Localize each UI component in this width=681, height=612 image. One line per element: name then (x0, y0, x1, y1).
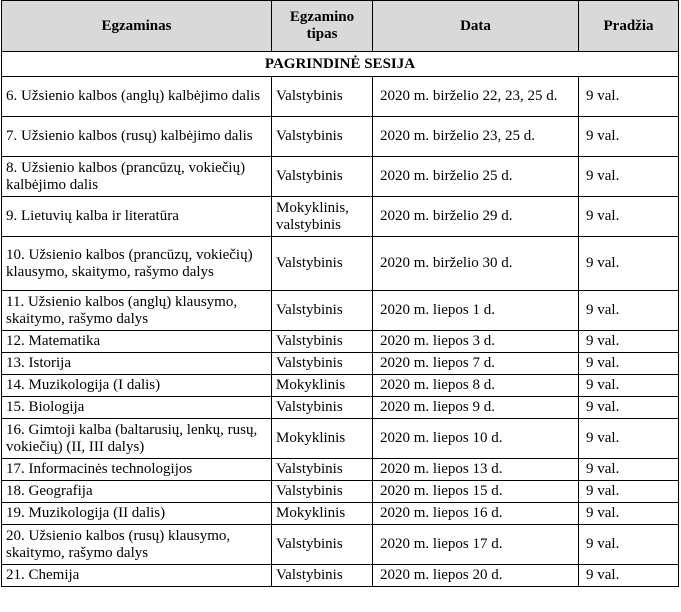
cell-start: 9 val. (579, 157, 679, 197)
cell-exam: 7. Užsienio kalbos (rusų) kalbėjimo dalis (2, 117, 272, 157)
cell-exam: 12. Matematika (2, 331, 272, 353)
cell-start: 9 val. (579, 419, 679, 459)
cell-exam-type: Valstybinis (272, 117, 373, 157)
cell-exam-type: Valstybinis (272, 157, 373, 197)
cell-date: 2020 m. liepos 17 d. (373, 525, 579, 565)
cell-date: 2020 m. liepos 16 d. (373, 503, 579, 525)
cell-date: 2020 m. liepos 13 d. (373, 459, 579, 481)
cell-exam-type: Valstybinis (272, 459, 373, 481)
cell-date: 2020 m. birželio 22, 23, 25 d. (373, 77, 579, 117)
header-row (2, 1, 679, 52)
cell-start: 9 val. (579, 525, 679, 565)
session-title: PAGRINDINĖ SESIJA (2, 52, 679, 77)
cell-date: 2020 m. liepos 15 d. (373, 481, 579, 503)
cell-date: 2020 m. liepos 20 d. (373, 565, 579, 587)
table-row (2, 565, 679, 587)
cell-start: 9 val. (579, 565, 679, 587)
cell-date: 2020 m. birželio 23, 25 d. (373, 117, 579, 157)
cell-exam: 18. Geografija (2, 481, 272, 503)
table-row (2, 157, 679, 197)
cell-exam: 17. Informacinės technologijos (2, 459, 272, 481)
cell-exam: 8. Užsienio kalbos (prancūzų, vokiečių) kalbėjimo dalis (2, 157, 272, 197)
cell-start: 9 val. (579, 197, 679, 237)
cell-exam-type: Mokyklinis, valstybinis (272, 197, 373, 237)
cell-exam: 10. Užsienio kalbos (prancūzų, vokiečių) klausymo, skaitymo, rašymo dalys (2, 237, 272, 291)
cell-exam-type: Valstybinis (272, 565, 373, 587)
cell-date: 2020 m. liepos 1 d. (373, 291, 579, 331)
cell-exam: 19. Muzikologija (II dalis) (2, 503, 272, 525)
header-date: Data (373, 1, 579, 52)
cell-date: 2020 m. birželio 25 d. (373, 157, 579, 197)
header-start: Pradžia (579, 1, 679, 52)
cell-exam-type: Valstybinis (272, 525, 373, 565)
table-row (2, 353, 679, 375)
cell-start: 9 val. (579, 291, 679, 331)
cell-start: 9 val. (579, 397, 679, 419)
cell-exam: 9. Lietuvių kalba ir literatūra (2, 197, 272, 237)
cell-exam-type: Valstybinis (272, 331, 373, 353)
cell-exam: 6. Užsienio kalbos (anglų) kalbėjimo dalis (2, 77, 272, 117)
cell-start: 9 val. (579, 331, 679, 353)
cell-start: 9 val. (579, 459, 679, 481)
cell-exam-type: Mokyklinis (272, 375, 373, 397)
session-row (2, 52, 679, 77)
cell-exam: 13. Istorija (2, 353, 272, 375)
cell-exam-type: Valstybinis (272, 397, 373, 419)
table-row (2, 375, 679, 397)
cell-start: 9 val. (579, 237, 679, 291)
cell-start: 9 val. (579, 353, 679, 375)
table-body (2, 52, 679, 587)
cell-start: 9 val. (579, 503, 679, 525)
cell-exam: 14. Muzikologija (I dalis) (2, 375, 272, 397)
table-header (2, 1, 679, 52)
exam-schedule-table (1, 0, 679, 587)
cell-exam-type: Valstybinis (272, 481, 373, 503)
cell-date: 2020 m. liepos 9 d. (373, 397, 579, 419)
cell-exam: 16. Gimtoji kalba (baltarusių, lenkų, rusų, vokiečių) (II, III dalys) (2, 419, 272, 459)
cell-exam-type: Mokyklinis (272, 503, 373, 525)
cell-exam: 11. Užsienio kalbos (anglų) klausymo, skaitymo, rašymo dalys (2, 291, 272, 331)
cell-exam-type: Valstybinis (272, 77, 373, 117)
cell-exam-type: Valstybinis (272, 237, 373, 291)
cell-exam: 15. Biologija (2, 397, 272, 419)
table-row (2, 237, 679, 291)
cell-start: 9 val. (579, 481, 679, 503)
cell-exam: 20. Užsienio kalbos (rusų) klausymo, skaitymo, rašymo dalys (2, 525, 272, 565)
cell-date: 2020 m. liepos 7 d. (373, 353, 579, 375)
table-row (2, 291, 679, 331)
cell-date: 2020 m. liepos 3 d. (373, 331, 579, 353)
cell-exam-type: Mokyklinis (272, 419, 373, 459)
table-row (2, 525, 679, 565)
cell-start: 9 val. (579, 375, 679, 397)
cell-start: 9 val. (579, 117, 679, 157)
cell-date: 2020 m. liepos 8 d. (373, 375, 579, 397)
cell-start: 9 val. (579, 77, 679, 117)
table-row (2, 117, 679, 157)
header-exam-type: Egzamino tipas (272, 1, 373, 52)
table-row (2, 331, 679, 353)
table-row (2, 397, 679, 419)
table-row (2, 77, 679, 117)
table-row (2, 197, 679, 237)
cell-exam-type: Valstybinis (272, 291, 373, 331)
table-row (2, 481, 679, 503)
header-exam: Egzaminas (2, 1, 272, 52)
table-row (2, 419, 679, 459)
table-row (2, 459, 679, 481)
cell-exam-type: Valstybinis (272, 353, 373, 375)
cell-date: 2020 m. birželio 29 d. (373, 197, 579, 237)
cell-date: 2020 m. liepos 10 d. (373, 419, 579, 459)
cell-exam: 21. Chemija (2, 565, 272, 587)
table-row (2, 503, 679, 525)
cell-date: 2020 m. birželio 30 d. (373, 237, 579, 291)
